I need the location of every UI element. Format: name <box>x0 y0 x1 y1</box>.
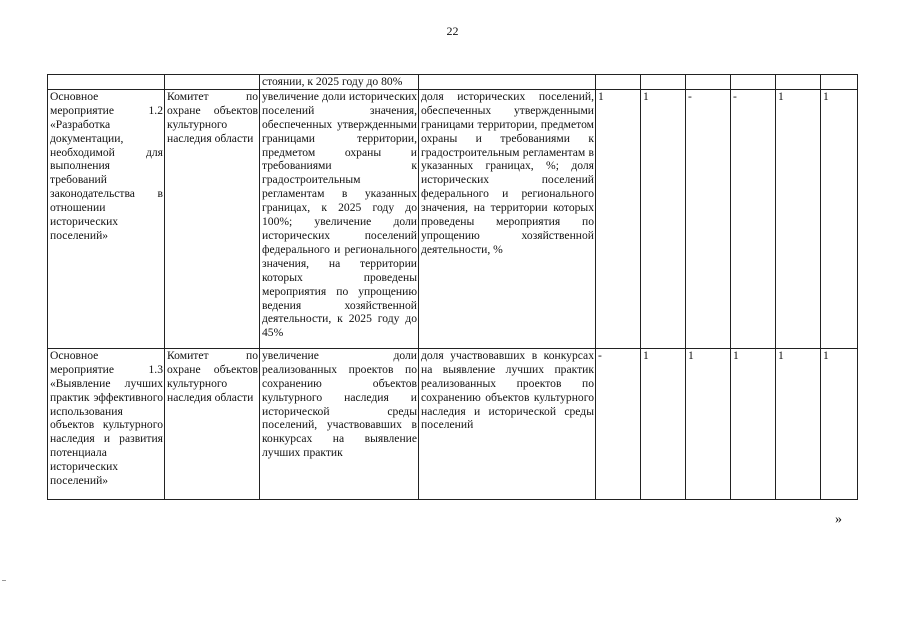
value-cell <box>596 75 641 90</box>
value-cell <box>731 75 776 90</box>
indicator-cell: доля участвовавших в конкурсах на выявление лучших практик реализованных проектов по сохранению объектов культурного наследия и исторической среды поселений <box>419 348 596 499</box>
value-cell: - <box>686 89 731 348</box>
value-cell: 1 <box>821 348 858 499</box>
indicator-cell: доля исторических поселений, обеспеченных утвержденными границами территории, предметом охраны и требованиями к градостроительным регламентам в указанных границах, %; доля исторических поселений федерального и регионального значения, на территории которых проведены мероприятия по упрощению хозяйственной деятельности, % <box>419 89 596 348</box>
page-number: 22 <box>446 24 459 38</box>
value-cell: 1 <box>641 89 686 348</box>
value-cell: 1 <box>641 348 686 499</box>
program-table <box>47 74 858 500</box>
value-cell: - <box>731 89 776 348</box>
value-cell: 1 <box>731 348 776 499</box>
table-row <box>48 75 858 90</box>
value-cell: 1 <box>596 89 641 348</box>
value-cell <box>821 75 858 90</box>
table-row <box>48 348 858 499</box>
value-cell <box>776 75 821 90</box>
value-cell: 1 <box>776 348 821 499</box>
indicator-cell <box>419 75 596 90</box>
event-cell: Основное мероприятие 1.3 «Выявление лучших практик эффективного использования объектов культурного наследия и развития потенциала исторических поселений» <box>48 348 165 499</box>
value-cell: 1 <box>821 89 858 348</box>
value-cell: 1 <box>776 89 821 348</box>
activity-cell: увеличение доли исторических поселений значения, обеспеченных утвержденными границами территории, предметом охраны и требованиями к градостроительным регламентам в указанных границах, к 2025 году до 100%; увеличение доли исторических поселений федерального и регионального значения, на территории которых проведены мероприятия по упрощению ведения хозяйственной деятельности, к 2025 году до 45% <box>260 89 419 348</box>
executor-cell: Комитет по охране объектов культурного наследия области <box>165 89 260 348</box>
value-cell <box>686 75 731 90</box>
value-cell <box>641 75 686 90</box>
event-cell <box>48 75 165 90</box>
activity-cell: стоянии, к 2025 году до 80% <box>260 75 419 90</box>
value-cell: - <box>596 348 641 499</box>
value-cell: 1 <box>686 348 731 499</box>
activity-cell: увеличение доли реализованных проектов по сохранению объектов культурного наследия и исторической среды поселений, участвовавших в конкурсах на выявление лучших практик <box>260 348 419 499</box>
table-row <box>48 89 858 348</box>
closing-quote-mark: » <box>835 512 842 527</box>
event-cell: Основное мероприятие 1.2 «Разработка документации, необходимой для выполнения требований законодательства в отношении исторических поселений» <box>48 89 165 348</box>
executor-cell: Комитет по охране объектов культурного наследия области <box>165 348 260 499</box>
executor-cell <box>165 75 260 90</box>
scan-edge-mark <box>2 580 6 581</box>
